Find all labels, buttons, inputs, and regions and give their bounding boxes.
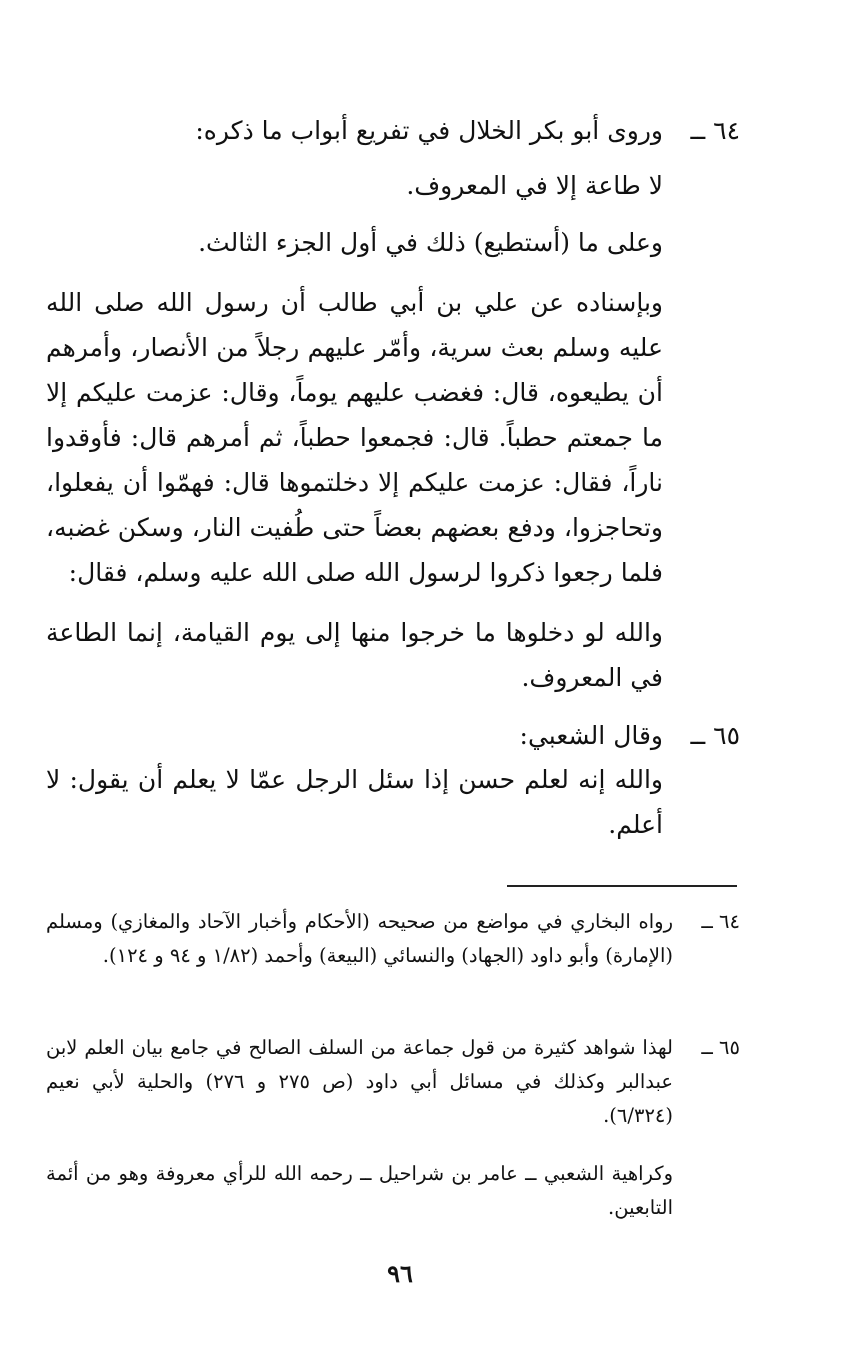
footnote-separator [507,885,737,887]
page-number: ٩٦ [387,1259,413,1288]
entry-64-note: وعلى ما (أستطيع) ذلك في أول الجزء الثالث. [198,228,663,257]
entry-number-64: ٦٤ ــ [690,116,740,145]
footnote-64-text: رواه البخاري في مواضع من صحيحه (الأحكام وأخبار الآحاد والمغازي) ومسلم (الإمارة) وأبو داود (الجهاد) والنسائي (البيعة) وأحمد (١/٨٢ و ٩٤ و ١٢٤). [46,910,673,967]
footnote-65-text: لهذا شواهد كثيرة من قول جماعة من السلف الصالح في جامع بيان العلم لابن عبدالبر وكذلك في مسائل أبي داود (ص ٢٧٥ و ٢٧٦) والحلية لأبي نعيم (٦/٣٢٤). [46,1036,673,1127]
entry-64-narration: وبإسناده عن علي بن أبي طالب أن رسول الله صلى الله عليه وسلم بعث سرية، وأمّر عليهم رجلاً من الأنصار، وأمرهم أن يطيعوه، قال: فغضب عليهم يوماً، وقال: عزمت عليكم إلا ما جمعتم حطباً. قال: فجمعوا حطباً، ثم أمرهم قال: فأوقدوا ناراً، فقال: عزمت عليكم إلا دخلتموها قال: فهمّوا أن يفعلوا، وتحاجزوا، ودفع بعضهم بعضاً حتى طُفيت النار، وسكن غضبه، فلما رجعوا ذكروا لرسول الله صلى الله عليه وسلم، فقال: [46,288,663,587]
entry-65-intro: وقال الشعبي: [519,721,663,750]
entry-64-intro: وروى أبو بكر الخلال في تفريع أبواب ما ذكره: [195,116,663,145]
entry-65-saying: والله إنه لعلم حسن إذا سئل الرجل عمّا لا يعلم أن يقول: لا أعلم. [46,765,663,839]
footnote-65-extra: وكراهية الشعبي ــ عامر بن شراحيل ــ رحمه الله للرأي معروفة وهو من أئمة التابعين. [46,1162,673,1219]
footnote-number-65: ٦٥ ــ [701,1036,740,1059]
entry-64-quote: لا طاعة إلا في المعروف. [406,171,663,200]
footnote-number-64: ٦٤ ــ [701,910,740,933]
entry-number-65: ٦٥ ــ [690,721,740,750]
entry-64-prophet-saying: والله لو دخلوها ما خرجوا منها إلى يوم القيامة، إنما الطاعة في المعروف. [46,618,663,692]
